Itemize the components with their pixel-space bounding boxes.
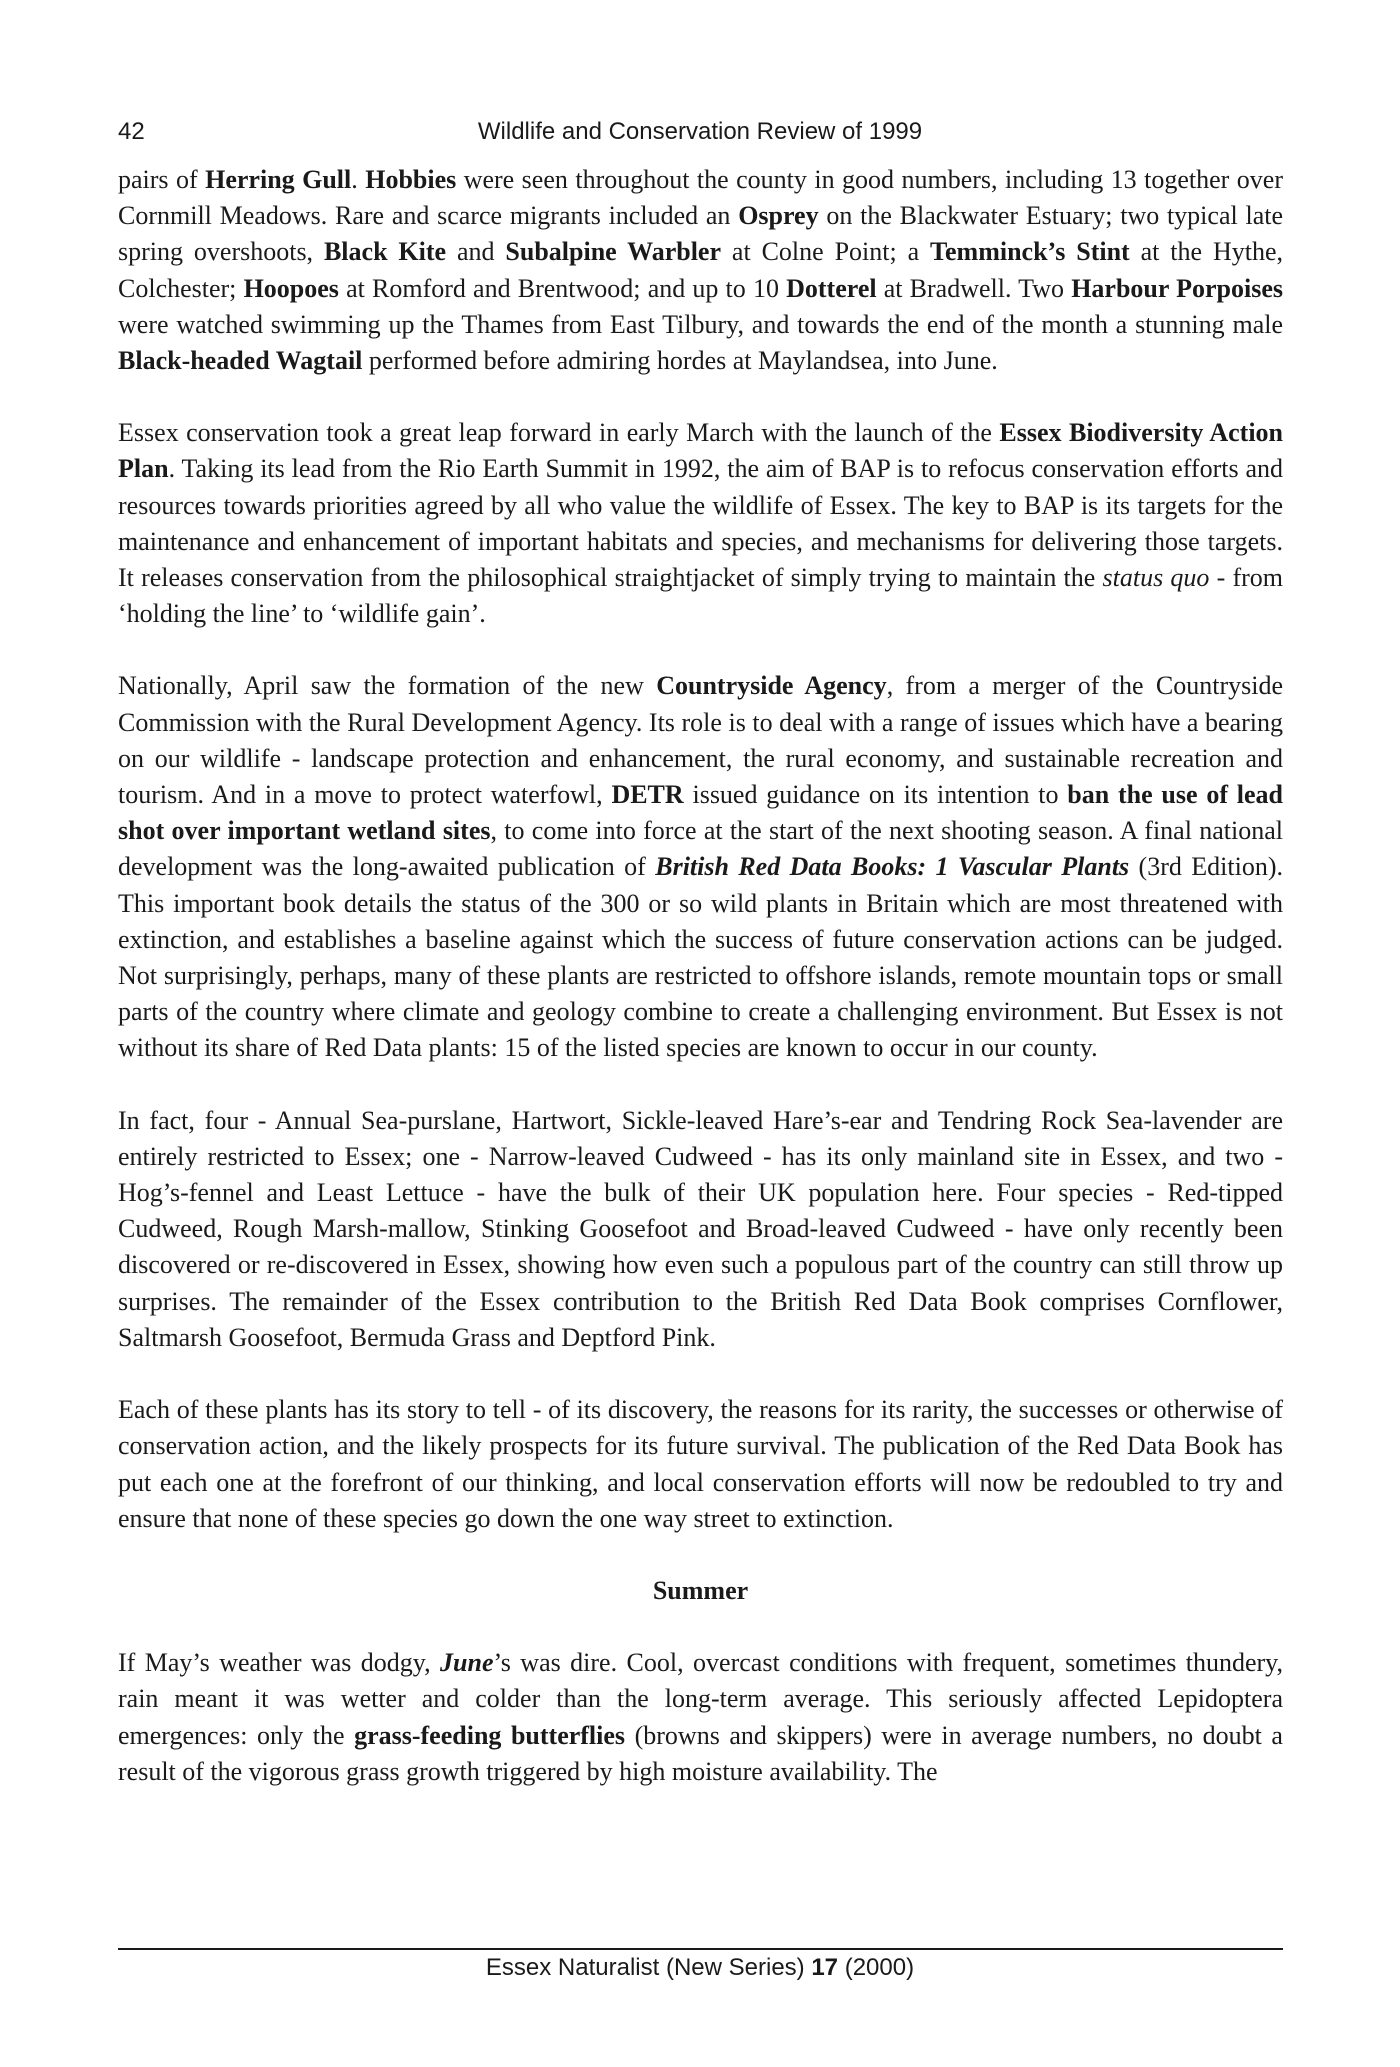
text-run: at the Hythe, Colchester;: [118, 237, 1283, 303]
species-name: Dotterel: [786, 273, 877, 303]
text-run: (3rd Edition). This important book details the status of the 300 or so wild plants in Britain which are most threatened with extinction, and establishes a baseline against which the success of future conservation actions can be judged. Not surprisingly, perhaps, many of these plants are restricted to offshore islands, remote mountain tops or small parts of the country where climate and geology combine to create a challenging environment. But Essex is not without its share of Red Data plants: 15 of the listed species are known to occur in our county.: [118, 852, 1283, 1063]
species-name: Hobbies: [365, 165, 457, 194]
text-run: Essex conservation took a great leap forward in early March with the launch of the: [118, 418, 1000, 448]
footer-rule: [118, 1948, 1283, 1950]
page-footer: [0, 1954, 1400, 1982]
emphasis-bold: Countryside Agency: [656, 671, 887, 701]
species-name: Herring Gull: [205, 165, 352, 194]
text-run: were watched swimming up the Thames from East Tilbury, and towards the end of the month a stunning male: [118, 309, 1283, 339]
article-body: [118, 162, 1283, 1790]
publication-year: (2000): [838, 1954, 915, 1981]
emphasis-bold: Essex Biodiversity Action Plan: [118, 418, 1284, 484]
text-run: , to come into force at the start of the next shooting season. A final national development was the long-awaited publication of: [118, 816, 1283, 882]
text-run: pairs of: [118, 165, 206, 194]
volume-number: 17: [811, 1954, 839, 1981]
text-run: .: [351, 165, 366, 194]
emphasis-bold-italic: June: [440, 1648, 494, 1678]
page-header: [118, 118, 1282, 154]
text-run: Nationally, April saw the formation of the new: [118, 671, 657, 701]
text-run: (browns and skippers) were in average numbers, no doubt a result of the vigorous grass growth triggered by high moisture availability. The: [118, 1720, 1283, 1786]
book-title: British Red Data Books: 1 Vascular Plants: [655, 852, 1130, 882]
text-run: at Romford and Brentwood; and up to 10: [338, 273, 787, 303]
species-name: Hoopoes: [243, 273, 339, 303]
paragraph-1: [118, 162, 1283, 379]
species-name: Subalpine Warbler: [505, 237, 722, 267]
paragraph-6: [118, 1645, 1283, 1790]
species-name: Black Kite: [323, 237, 447, 267]
paragraph-4: [118, 1103, 1283, 1356]
text-run: , from a merger of the Countryside Commission with the Rural Development Agency. Its role is to deal with a range of issues which have a bearing on our wildlife - landscape protection and enhancement, the rural economy, and sustainable recreation and tourism. And in a move to protect waterfowl,: [118, 671, 1283, 810]
emphasis-bold: DETR: [611, 780, 684, 810]
species-name: Harbour Porpoises: [1071, 273, 1283, 303]
text-run: at Colne Point; a: [721, 237, 931, 267]
text-run: and: [446, 237, 506, 267]
text-run: issued guidance on its intention to: [683, 780, 1068, 810]
section-heading: Summer: [652, 1575, 749, 1605]
emphasis-italic: status quo: [1102, 563, 1210, 593]
text-run: If May’s weather was dodgy,: [118, 1648, 441, 1678]
text-run: performed before admiring hordes at Maylandsea, into June.: [362, 346, 998, 376]
emphasis-bold: ban the use of lead shot over important wetland sites: [118, 780, 1284, 846]
journal-name: Essex Naturalist (New Series): [485, 1954, 812, 1981]
paragraph-3: [118, 668, 1283, 1066]
text-run: Each of these plants has its story to tell - of its discovery, the reasons for its rarity, the successes or otherwise of conservation action, and the likely prospects for its future survival. The publication of the Red Data Book has put each one at the forefront of our thinking, and local conservation efforts will now be redoubled to try and ensure that none of these species go down the one way street to extinction.: [118, 1395, 1283, 1533]
emphasis-bold: grass-feeding butterflies: [354, 1720, 626, 1750]
text-run: - from ‘holding the line’ to ‘wildlife gain’.: [118, 563, 1283, 629]
text-run: were seen throughout the county in good numbers, including 13 together over Cornmill Meadows. Rare and scarce migrants included an: [118, 165, 1283, 231]
text-run: at Bradwell. Two: [876, 273, 1072, 303]
text-run: . Taking its lead from the Rio Earth Summit in 1992, the aim of BAP is to refocus conservation efforts and resources towards priorities agreed by all who value the wildlife of Essex. The key to BAP is its targets for the maintenance and enhancement of important habitats and species, and mechanisms for delivering those targets. It releases conservation from the philosophical straightjacket of simply trying to maintain the: [118, 454, 1283, 593]
paragraph-5: [118, 1392, 1283, 1537]
text-run: ’s was dire. Cool, overcast conditions with frequent, sometimes thundery, rain meant it was wetter and colder than the long-term average. This seriously affected Lepidoptera emergences: only the: [118, 1648, 1283, 1750]
paragraph-2: [118, 415, 1283, 632]
species-name: Temminck’s Stint: [930, 237, 1130, 267]
text-run: on the Blackwater Estuary; two typical late spring overshoots,: [118, 201, 1283, 267]
species-name: Black-headed Wagtail: [118, 346, 363, 376]
text-run: In fact, four - Annual Sea-purslane, Hartwort, Sickle-leaved Hare’s-ear and Tendring Rock Sea-lavender are entirely restricted to Essex; one - Narrow-leaved Cudweed - has its only mainland site in Essex, and two - Hog’s-fennel and Least Lettuce - have the bulk of their UK population here. Four species - Red-tipped Cudweed, Rough Marsh-mallow, Stinking Goosefoot and Broad-leaved Cudweed - have only recently been discovered or re-discovered in Essex, showing how even such a populous part of the country can still throw up surprises. The remainder of the Essex contribution to the British Red Data Book comprises Cornflower, Saltmarsh Goosefoot, Bermuda Grass and Deptford Pink.: [118, 1105, 1283, 1352]
running-title: Wildlife and Conservation Review of 1999: [477, 118, 923, 145]
species-name: Osprey: [738, 201, 819, 231]
page-number: 42: [118, 118, 145, 145]
